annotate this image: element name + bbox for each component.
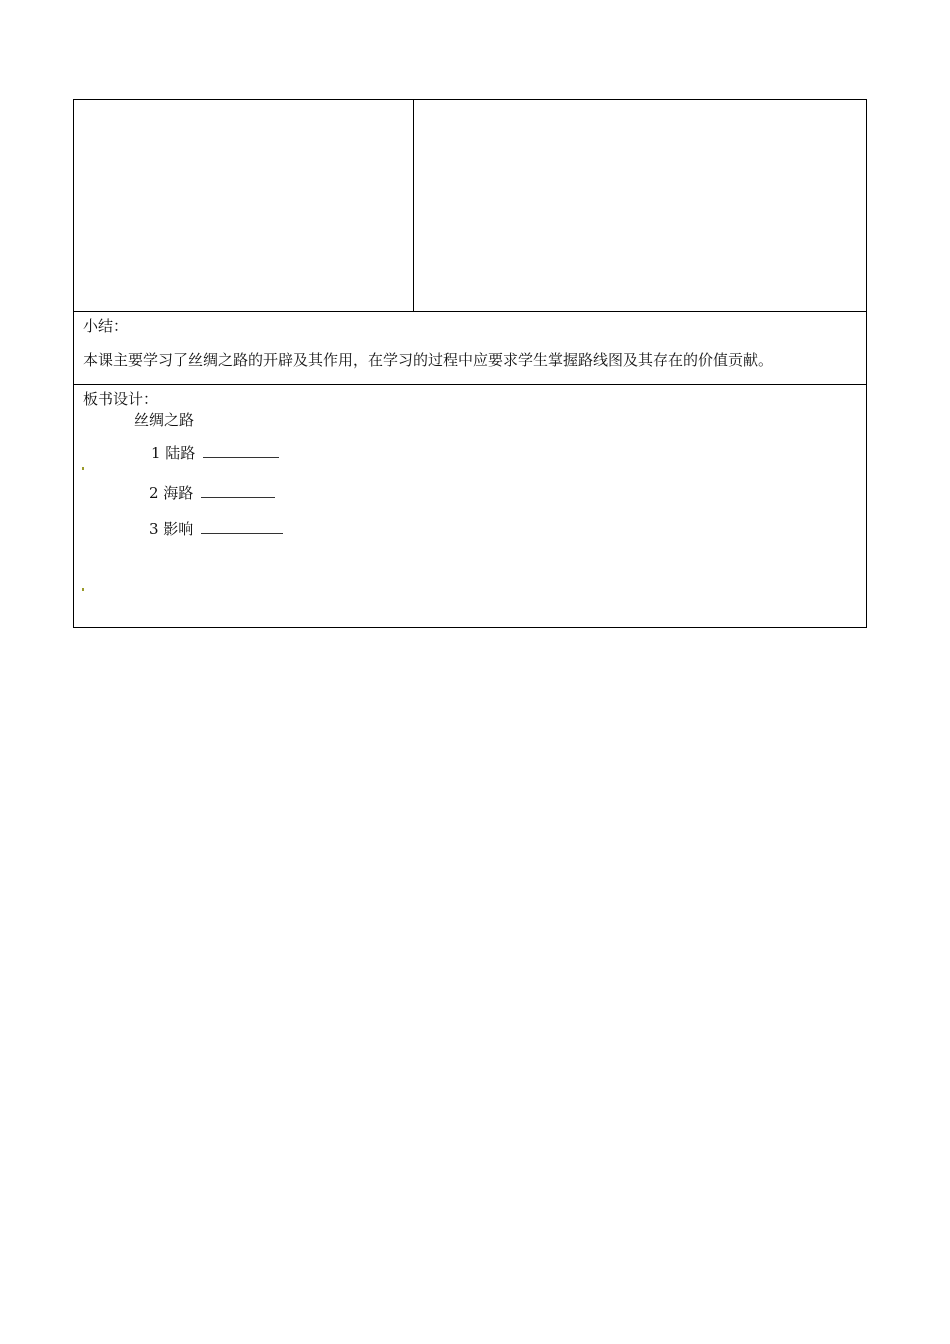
board-design-row [74, 385, 867, 628]
summary-heading: 小结： [83, 317, 129, 335]
board-item-label: 1 陆路 [151, 444, 196, 462]
fill-in-blank [203, 443, 279, 458]
board-item-label: 2 海路 [149, 484, 194, 502]
marker-dot [82, 467, 84, 470]
lesson-plan-table [73, 99, 867, 628]
fill-in-blank [201, 519, 283, 534]
board-item-label: 3 影响 [149, 520, 194, 538]
blank-row [74, 100, 867, 312]
blank-cell-right [414, 100, 867, 312]
board-item-influence [149, 519, 283, 539]
summary-text: 本课主要学习了丝绸之路的开辟及其作用，在学习的过程中应要求学生掌握路线图及其存在的价值贡献。 [83, 351, 774, 369]
board-item-land-route [151, 443, 279, 463]
summary-cell [74, 312, 867, 385]
board-design-heading: 板书设计： [83, 390, 159, 408]
board-design-title: 丝绸之路 [134, 411, 195, 429]
fill-in-blank [201, 483, 275, 498]
board-design-cell [74, 385, 867, 628]
board-item-sea-route [149, 483, 275, 503]
summary-row [74, 312, 867, 385]
marker-dot [82, 588, 84, 591]
blank-cell-left [74, 100, 414, 312]
